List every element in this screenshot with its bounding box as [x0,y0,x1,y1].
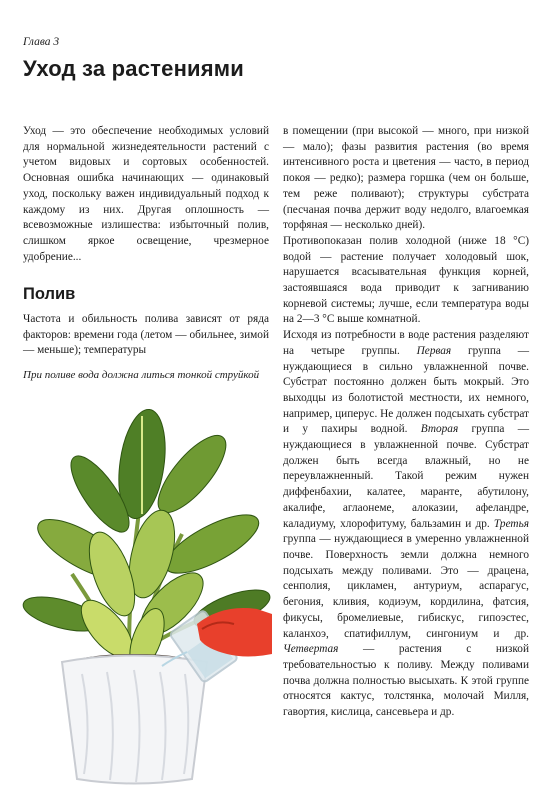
page-title: Уход за растениями [23,56,245,81]
section-heading: Полив [23,285,76,303]
group-third-label: Третья [493,517,529,530]
right-paragraph-3 [283,328,529,721]
chapter-label: Глава 3 [23,36,60,48]
group-fourth-text: — растения с низкой требовательностью к поливу. Между поливами почва должна полностью высыхать. К этой группе относятся кактус, толстянка, молочай Милля, гавортия, кислица, сансевьера и др. [283,643,529,719]
plant-photo [22,404,272,786]
group-second-label: Вторая [420,423,459,436]
group-first-text: группа — нуждающиеся в сильно увлажненной почве. Субстрат постоянно должен быть мокрый. Это выходцы из болотистой местности, их немного, например, циперус. Не должен подсыхать субстрат и у пахиры водной. [283,344,529,436]
intro-column [23,124,269,265]
photo-caption: При поливе вода должна литься тонкой струйкой [23,369,260,381]
watering-paragraph: Частота и обильность полива зависят от ряда факторов: времени года (летом — обильнее, зимой — меньше); температуры [23,313,269,357]
right-paragraph-2: Противопоказан полив холодной (ниже 18 °С) водой — растение получает холодовый шок, нарушается всасывательная функция корней, застоявшаяся вода приводит к загниванию корневой системы; лучше, если температура воды на 2—3 °С выше комнатной. [283,234,529,326]
groups-intro-text: Исходя из потребности в воде растения разделяют на четыре группы. [283,329,529,357]
group-fourth-label: Четвертая [283,643,339,656]
group-first-label: Первая [416,344,452,357]
group-second-text: группа — нуждающиеся в увлажненной почве. Субстрат должен быть всегда влажный, но не переувлажненный. Такой режим нужен диффенбахии, калатее, маранте, абутилону, акалифе, аглаонеме, алоказии, афеландре, каладиуму, хлорофитуму, бальзамин и др. [283,423,529,530]
right-paragraph-1: в помещении (при высокой — много, при низкой — мало); фазы развития растения (во время интенсивного роста и цветения — часто, в период покоя — редко); размера горшка (чем он больше, тем реже поливают); структуры субстрата (песчаная почва держит воду недолго, влагоемкая торфяная — несколько дней). [283,125,529,232]
right-column [283,124,529,721]
plant-illustration [22,404,272,786]
intro-paragraph: Уход — это обеспечение необходимых условий для нормальной жизнедеятельности растений с учетом видовых и сортовых особенностей. Основная ошибка начинающих — одинаковый уход, поскольку важен индивидуальный подход к каждому из них. Другая оплошность — всевозможные излишества: избыточный полив, слишком яркое освещение, чрезмерное удобрение... [23,125,269,263]
watering-column [23,312,269,359]
group-third-text: группа — нуждающиеся в умеренно увлажненной почве. Поверхность земли должна немного подсыхать между поливами. Это — драцена, сенполия, цикламен, антуриум, аспарагус, бегония, кливия, кодиэум, кордилина, фатсия, фикусы, бромелиевые, гибискус, гипоэстес, каланхоэ, спатифиллум, сингониум и др. [283,533,529,640]
